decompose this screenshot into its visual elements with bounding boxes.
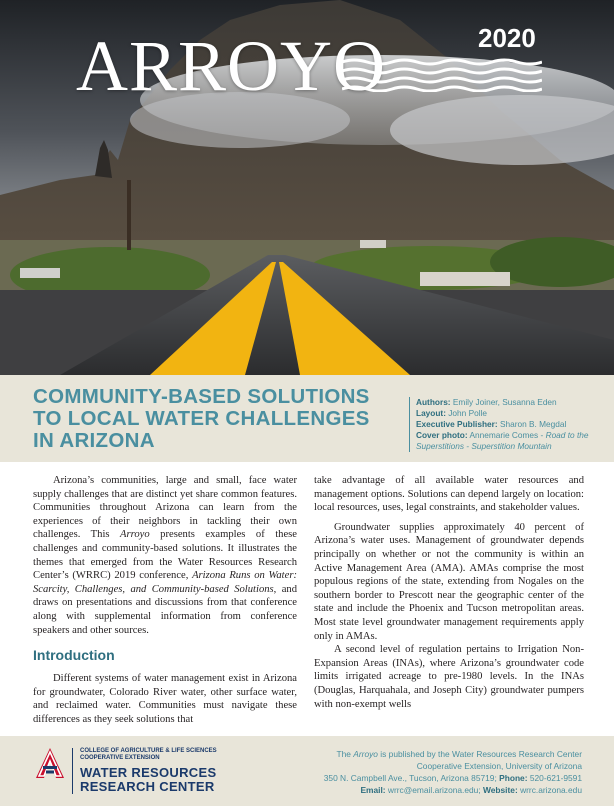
center-name: WATER RESOURCES RESEARCH CENTER [80,765,217,794]
university-of-arizona-logo-icon [34,748,66,778]
publisher-label: Executive Publisher: [416,419,498,429]
section-heading-introduction: Introduction [33,647,115,664]
publisher-info: The Arroyo is published by the Water Resources Research Center Cooperative Extension, University of Arizona 350 N. Campbell Ave., Tucson, Arizona 85719; Phone: 520-621-9591 Email: wrrc@email.arizona.edu; Website: wrrc.arizona.edu [323,749,582,795]
photo-credit: Annemarie Comes - [469,430,546,440]
footer [0,736,614,806]
layout-label: Layout: [416,408,446,418]
college-name: COLLEGE OF AGRICULTURE & LIFE SCIENCES COOPERATIVE EXTENSION [80,748,217,761]
paragraph: Different systems of water management exist in Arizona for groundwater, Colorado River water, other surface water, and reclaimed water. Communities must navigate these differences as they seek solutions that [33,673,297,725]
credits-block [409,397,604,452]
authors-label: Authors: [416,397,451,407]
masthead-year: 2020 [478,23,536,53]
paragraph: Arizona’s communities, large and small, face water supply challenges that are distinct yet share common features. Communities throughout Arizona can learn from the experiences of their neighbors in tackling their own challenges. This Arroyo presents examples of these challenges and community-based solutions. It illustrates the themes that emerged from the Water Resources Research Center’s (WRRC) 2019 conference, Arizona Runs on Water: Scarcity, Challenges, and Community-based Solutions, and draws on presentations and discussions from that conference along with supplemental information from conference speakers and other sources. [33,475,298,636]
authors-value: Emily Joiner, Susanna Eden [452,397,557,407]
article-headline: COMMUNITY-BASED SOLUTIONS TO LOCAL WATER CHALLENGES IN ARIZONA [33,385,370,452]
photo-title: Road to the Superstitions - Superstition Mountain [416,430,589,451]
water-waves-icon [342,58,542,92]
layout-value: John Polle [448,408,488,418]
body-column-left [33,474,297,727]
body-column-right [314,474,584,711]
cover-photo [0,0,614,375]
paragraph: Groundwater supplies approximately 40 percent of Arizona’s water uses. Management of groundwater depends principally on whether or not the community is within an Active Management Area (AMA). AMAs comprise the most populous regions of the state, extending from Nogales on the southern border to Prescott near the geographic center of the state and include the Phoenix and Tucson metropolitan areas. Most state level groundwater management requirements apply only in AMAs. [314,521,584,642]
photo-label: Cover photo: [416,430,468,440]
paragraph: A second level of regulation pertains to Irrigation Non-Expansion Areas (INAs), where Arizona’s groundwater code limits irrigated acreage to pre-1980 levels. In the INAs (Douglas, Harquahala, and Joseph City) groundwater pumpers with non-exempt wells [314,644,584,710]
headline-band [0,375,614,462]
masthead-title: ARROYO [76,26,387,106]
paragraph: take advantage of all available water resources and management options. Solutions can depend largely on location: local resources, uses, legal constraints, and stakeholder values. [314,475,584,514]
footer-divider [72,748,73,794]
publisher-value: Sharon B. Megdal [499,419,567,429]
email-link[interactable]: wrrc@email.arizona.edu; [385,785,483,795]
website-link[interactable]: wrrc.arizona.edu [517,785,582,795]
